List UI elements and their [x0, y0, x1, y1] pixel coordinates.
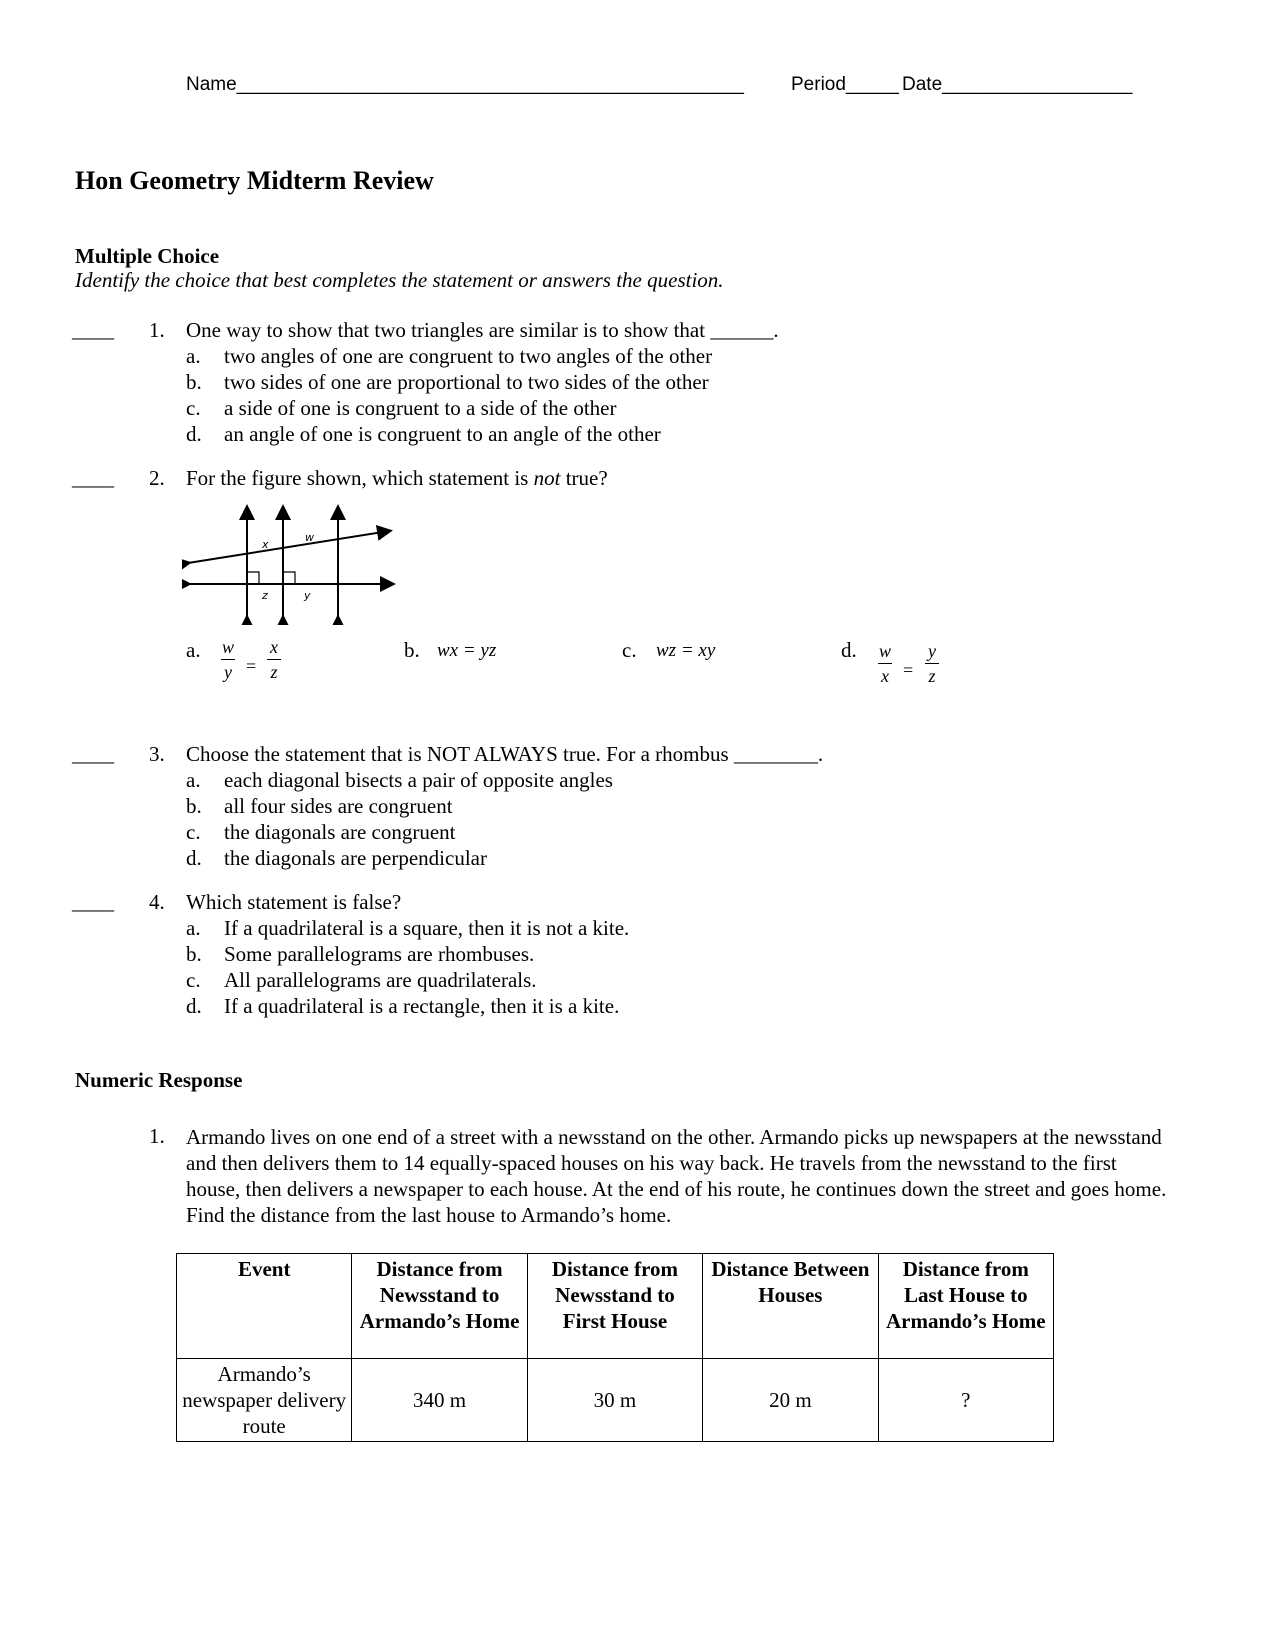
fraction — [925, 640, 939, 687]
equals-sign: = — [903, 660, 914, 680]
column-header: Event — [177, 1254, 352, 1359]
numerator: w — [878, 641, 891, 661]
choice-letter: b. — [404, 638, 420, 662]
answer-blank-q1[interactable]: ____ — [72, 318, 114, 342]
question-number: 1. — [149, 318, 165, 342]
choice-letter: d. — [186, 846, 202, 870]
choice-letter: c. — [622, 638, 637, 662]
instructions: Identify the choice that best completes the statement or answers the question. — [75, 268, 724, 292]
equals-sign: = — [246, 656, 257, 676]
period-field[interactable] — [791, 74, 899, 96]
date-blank[interactable]: __________________ — [942, 74, 1133, 95]
choice-text: If a quadrilateral is a rectangle, then it is a kite. — [224, 994, 620, 1018]
fraction — [878, 640, 892, 687]
column-header: Distance Between Houses — [703, 1254, 878, 1359]
right-angle-mark — [283, 572, 295, 584]
column-header: Distance from Newsstand to First House — [527, 1254, 702, 1359]
question-stem: Choose the statement that is NOT ALWAYS true. For a rhombus ________. — [186, 742, 824, 766]
choice-letter: d. — [841, 638, 857, 662]
column-header: Distance from Newsstand to Armando’s Home — [352, 1254, 527, 1359]
name-label: Name — [186, 74, 237, 95]
choice-letter: c. — [186, 820, 201, 844]
fraction — [267, 636, 281, 683]
choice-text: a side of one is congruent to a side of the other — [224, 396, 617, 420]
stem-emphasis: not — [533, 466, 561, 490]
choice-text: Some parallelograms are rhombuses. — [224, 942, 535, 966]
choice-text: All parallelograms are quadrilaterals. — [224, 968, 537, 992]
answer-blank-q3[interactable]: ____ — [72, 742, 114, 766]
choice-letter: a. — [186, 916, 201, 940]
right-angle-mark — [247, 572, 259, 584]
choice-letter: b. — [186, 370, 202, 394]
choice-letter: d. — [186, 994, 202, 1018]
name-blank[interactable]: ________________________________________________ — [236, 74, 744, 95]
question-number: 3. — [149, 742, 165, 766]
label-x: x — [262, 538, 269, 551]
choice-letter: b. — [186, 942, 202, 966]
question-stem — [186, 466, 608, 491]
slanted-transversal — [188, 531, 389, 563]
question-number: 2. — [149, 466, 165, 490]
choice-text: all four sides are congruent — [224, 794, 453, 818]
question-stem: One way to show that two triangles are similar is to show that ______. — [186, 318, 779, 342]
denominator: z — [928, 666, 936, 686]
table-header-row — [177, 1254, 1054, 1359]
table-cell: 340 m — [352, 1359, 527, 1442]
parallel-lines-figure — [182, 500, 402, 625]
name-field[interactable] — [186, 74, 744, 96]
choice-letter: a. — [186, 638, 201, 662]
choice-equation: wz = xy — [656, 640, 716, 661]
stem-text: For the figure shown, which statement is — [186, 466, 534, 490]
numeric-response-heading: Numeric Response — [75, 1068, 243, 1092]
period-label: Period — [791, 74, 846, 95]
choice-text: each diagonal bisects a pair of opposite angles — [224, 768, 613, 792]
table-cell: 30 m — [527, 1359, 702, 1442]
page-title: Hon Geometry Midterm Review — [75, 166, 434, 195]
choice-text: an angle of one is congruent to an angle of the other — [224, 422, 661, 446]
table-cell-unknown: ? — [878, 1359, 1053, 1442]
column-header: Distance from Last House to Armando’s Home — [878, 1254, 1053, 1359]
question-stem: Armando lives on one end of a street with a newsstand on the other. Armando picks up newspapers at the newsstand and then delivers them to 14 equally-spaced houses on his way back. He travels from the newsstand to the first house, then delivers a newspaper to each house. At the end of his route, he continues down the street and goes home. Find the distance from the last house to Armando’s home. — [186, 1125, 1167, 1227]
question-stem: Which statement is false? — [186, 890, 402, 914]
date-label: Date — [902, 74, 943, 95]
choice-equation: wx = yz — [437, 640, 497, 661]
stem-text: true? — [560, 466, 608, 490]
question-number: 1. — [149, 1124, 165, 1148]
period-blank[interactable]: _____ — [845, 74, 899, 95]
choice-letter: d. — [186, 422, 202, 446]
choice-text: the diagonals are congruent — [224, 820, 456, 844]
question-number: 4. — [149, 890, 165, 914]
label-w: w — [305, 531, 314, 544]
table-row — [177, 1359, 1054, 1442]
choice-text: If a quadrilateral is a square, then it is not a kite. — [224, 916, 630, 940]
choice-letter: c. — [186, 968, 201, 992]
choice-text: two angles of one are congruent to two angles of the other — [224, 344, 713, 368]
date-field[interactable] — [902, 74, 1132, 96]
denominator: z — [270, 662, 278, 682]
answer-blank-q2[interactable]: ____ — [72, 466, 114, 490]
table-cell-event: Armando’s newspaper delivery route — [177, 1359, 352, 1442]
choice-letter: c. — [186, 396, 201, 420]
multiple-choice-heading: Multiple Choice — [75, 244, 220, 268]
denominator: y — [224, 662, 232, 682]
numerator: w — [221, 637, 234, 657]
numerator: y — [928, 641, 936, 661]
choice-text: the diagonals are perpendicular — [224, 846, 487, 870]
choice-letter: a. — [186, 768, 201, 792]
distance-table — [176, 1253, 1054, 1442]
denominator: x — [881, 666, 889, 686]
table-cell: 20 m — [703, 1359, 878, 1442]
fraction — [221, 636, 235, 683]
choice-letter: b. — [186, 794, 202, 818]
choice-text: two sides of one are proportional to two sides of the other — [224, 370, 709, 394]
choice-letter: a. — [186, 344, 201, 368]
label-z: z — [262, 589, 268, 602]
answer-blank-q4[interactable]: ____ — [72, 890, 114, 914]
label-y: y — [304, 589, 311, 602]
numerator: x — [270, 637, 278, 657]
